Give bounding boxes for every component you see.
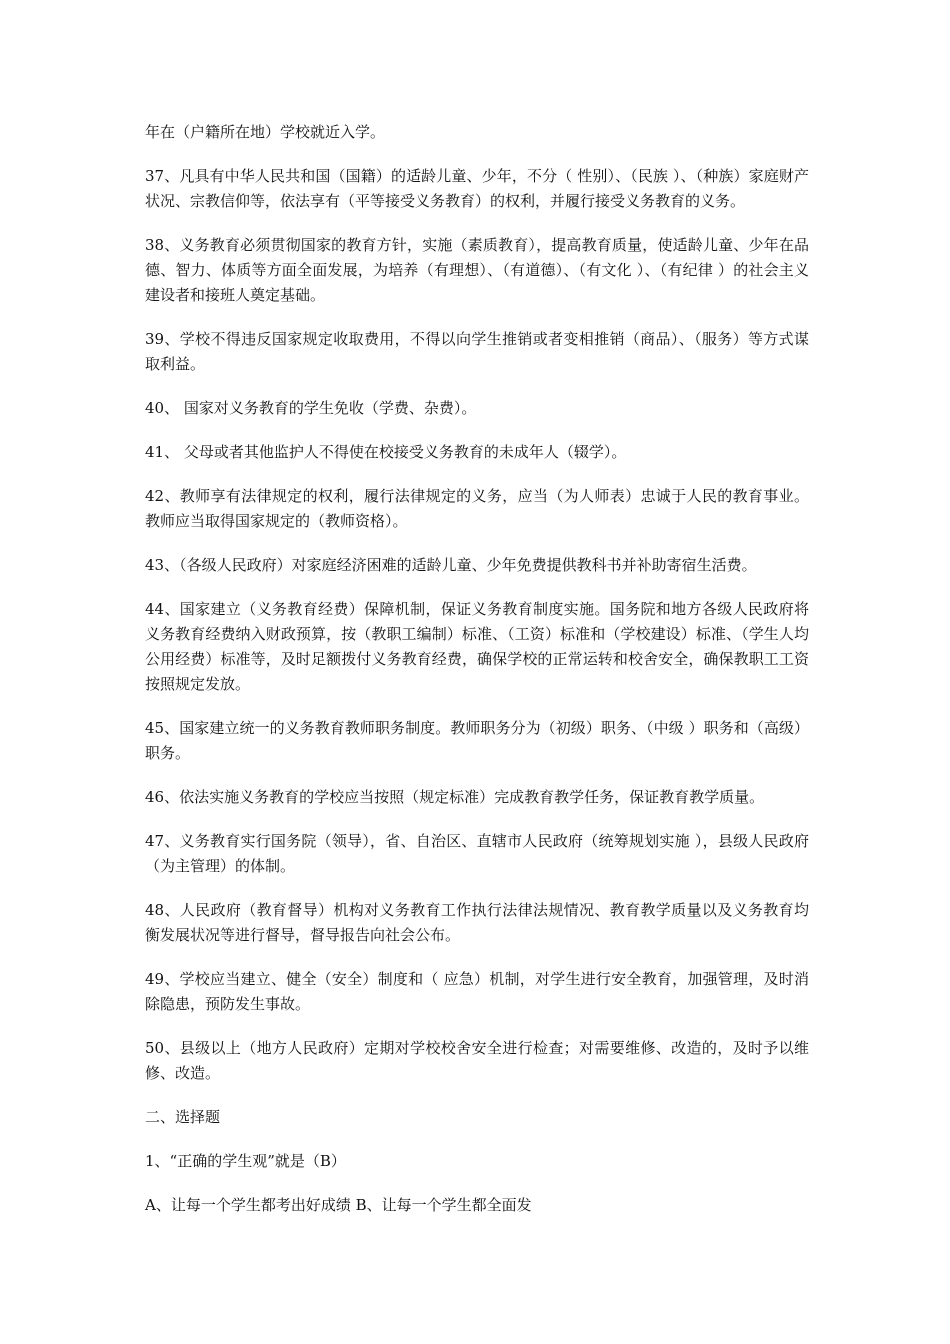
paragraph-item-41: 41、 父母或者其他监护人不得使在校接受义务教育的未成年人（辍学）。 (145, 443, 627, 461)
paragraph-item-37: 37、凡具有中华人民共和国（国籍）的适龄儿童、少年，不分（ 性别）、（民族 ）、（种族）家庭财产状况、宗教信仰等，依法享有（平等接受义务教育）的权利，并履行接受义务教育的义务。 (145, 167, 809, 210)
paragraph-item-42: 42、教师享有法律规定的权利，履行法律规定的义务，应当（为人师表）忠诚于人民的教育事业。教师应当取得国家规定的（教师资格）。 (145, 487, 809, 530)
paragraph-continuation: 年在（户籍所在地）学校就近入学。 (145, 123, 386, 141)
document-page (145, 120, 809, 1237)
paragraph-item-47: 47、义务教育实行国务院（领导），省、自治区、直辖市人民政府（统筹规划实施 ），县级人民政府（为主管理）的体制。 (145, 832, 809, 875)
paragraph-item-46: 46、依法实施义务教育的学校应当按照（规定标准）完成教育教学任务，保证教育教学质量。 (145, 788, 765, 806)
paragraph-item-38: 38、义务教育必须贯彻国家的教育方针，实施（素质教育），提高教育质量，使适龄儿童、少年在品德、智力、体质等方面全面发展，为培养（有理想）、（有道德）、（有文化 ）、（有纪律 ）的社会主义建设者和接班人奠定基础。 (145, 236, 809, 304)
paragraph-item-48: 48、人民政府（教育督导）机构对义务教育工作执行法律法规情况、教育教学质量以及义务教育均衡发展状况等进行督导，督导报告向社会公布。 (145, 901, 809, 944)
paragraph-item-43: 43、（各级人民政府）对家庭经济困难的适龄儿童、少年免费提供教科书并补助寄宿生活费。 (145, 556, 757, 574)
question-1: 1、“正确的学生观”就是（B） (145, 1152, 346, 1170)
paragraph-item-45: 45、国家建立统一的义务教育教师职务制度。教师职务分为（初级）职务、（中级 ）职务和（高级）职务。 (145, 719, 809, 762)
paragraph-item-49: 49、学校应当建立、健全（安全）制度和（ 应急）机制，对学生进行安全教育，加强管理，及时消除隐患，预防发生事故。 (145, 970, 809, 1013)
paragraph-item-39: 39、学校不得违反国家规定收取费用，不得以向学生推销或者变相推销（商品）、（服务）等方式谋取利益。 (145, 330, 809, 373)
paragraph-item-40: 40、 国家对义务教育的学生免收（学费、杂费）。 (145, 399, 477, 417)
paragraph-item-50: 50、县级以上（地方人民政府）定期对学校校舍安全进行检查；对需要维修、改造的，及时予以维修、改造。 (145, 1039, 809, 1082)
section-heading-choice: 二、选择题 (145, 1108, 221, 1126)
paragraph-item-44: 44、国家建立（义务教育经费）保障机制，保证义务教育制度实施。国务院和地方各级人民政府将义务教育经费纳入财政预算，按（教职工编制）标准、（工资）标准和（学校建设）标准、（学生人均公用经费）标准等，及时足额拨付义务教育经费，确保学校的正常运转和校舍安全，确保教职工工资按照规定发放。 (145, 600, 809, 693)
question-1-options: A、让每一个学生都考出好成绩 B、让每一个学生都全面发 (145, 1196, 532, 1214)
